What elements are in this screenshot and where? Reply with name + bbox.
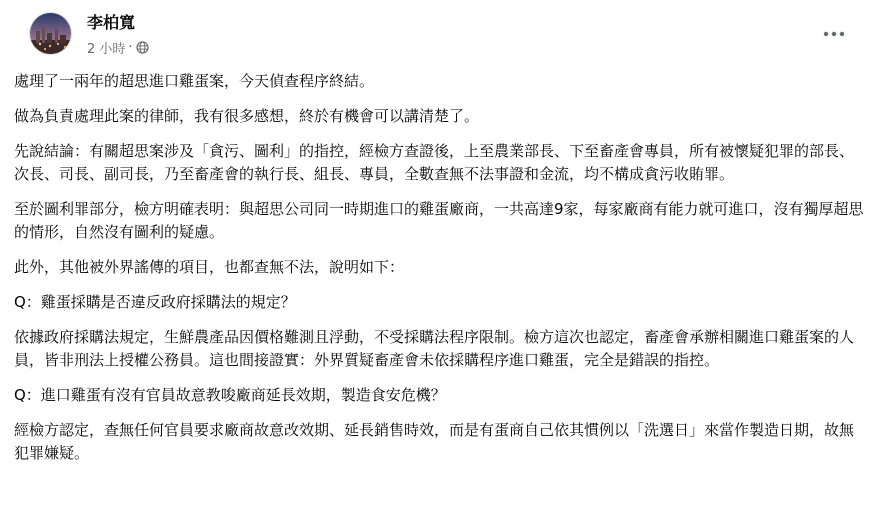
globe-icon[interactable]: [136, 41, 149, 54]
post-paragraph: 至於圖利罪部分，檢方明確表明：與超思公司同一時期進口的雞蛋廠商，一共高達9家，每家廠商有能力就可進口，沒有獨厚超思的情形，自然沒有圖利的疑慮。: [14, 200, 864, 241]
post-body: [14, 70, 866, 477]
post-header: [14, 0, 866, 74]
post-meta: [87, 38, 149, 57]
post-paragraph: Q：進口雞蛋有沒有官員故意教唆廠商延長效期，製造食安危機？: [14, 386, 446, 404]
author-name[interactable]: 李柏寬: [87, 13, 136, 32]
post-paragraph: 經檢方認定，查無任何官員要求廠商故意改效期、延長銷售時效，而是有蛋商自己依其慣例以「洗選日」來當作製造日期，故無犯罪嫌疑。: [14, 421, 855, 462]
post-paragraph: Q：雞蛋採購是否違反政府採購法的規定？: [14, 293, 296, 311]
post-paragraph: 此外，其他被外界謠傳的項目，也都查無不法，說明如下：: [14, 258, 405, 276]
more-options-icon[interactable]: [816, 22, 852, 46]
post-paragraph: 處理了一兩年的超思進口雞蛋案，今天偵查程序終結。: [14, 72, 375, 90]
post-paragraph: 依據政府採購法規定，生鮮農產品因價格難測且浮動，不受採購法程序限制。檢方這次也認定，畜產會承辦相關進口雞蛋案的人員，皆非刑法上授權公務員。這也間接證實：外界質疑畜產會未依採購程序進口雞蛋，完全是錯誤的指控。: [14, 328, 855, 369]
post-paragraph: 先說結論：有關超思案涉及「貪污、圖利」的指控，經檢方查證後，上至農業部長、下至畜產會專員，所有被懷疑犯罪的部長、次長、司長、副司長，乃至畜產會的執行長、組長、專員，全數查無不法事證和金流，均不構成貪污收賄罪。: [14, 142, 855, 183]
avatar[interactable]: [29, 12, 72, 55]
post-timestamp[interactable]: 2 小時: [87, 42, 126, 57]
post-paragraph: 做為負責處理此案的律師，我有很多感想，終於有機會可以講清楚了。: [14, 107, 480, 125]
meta-separator: ·: [128, 40, 133, 55]
